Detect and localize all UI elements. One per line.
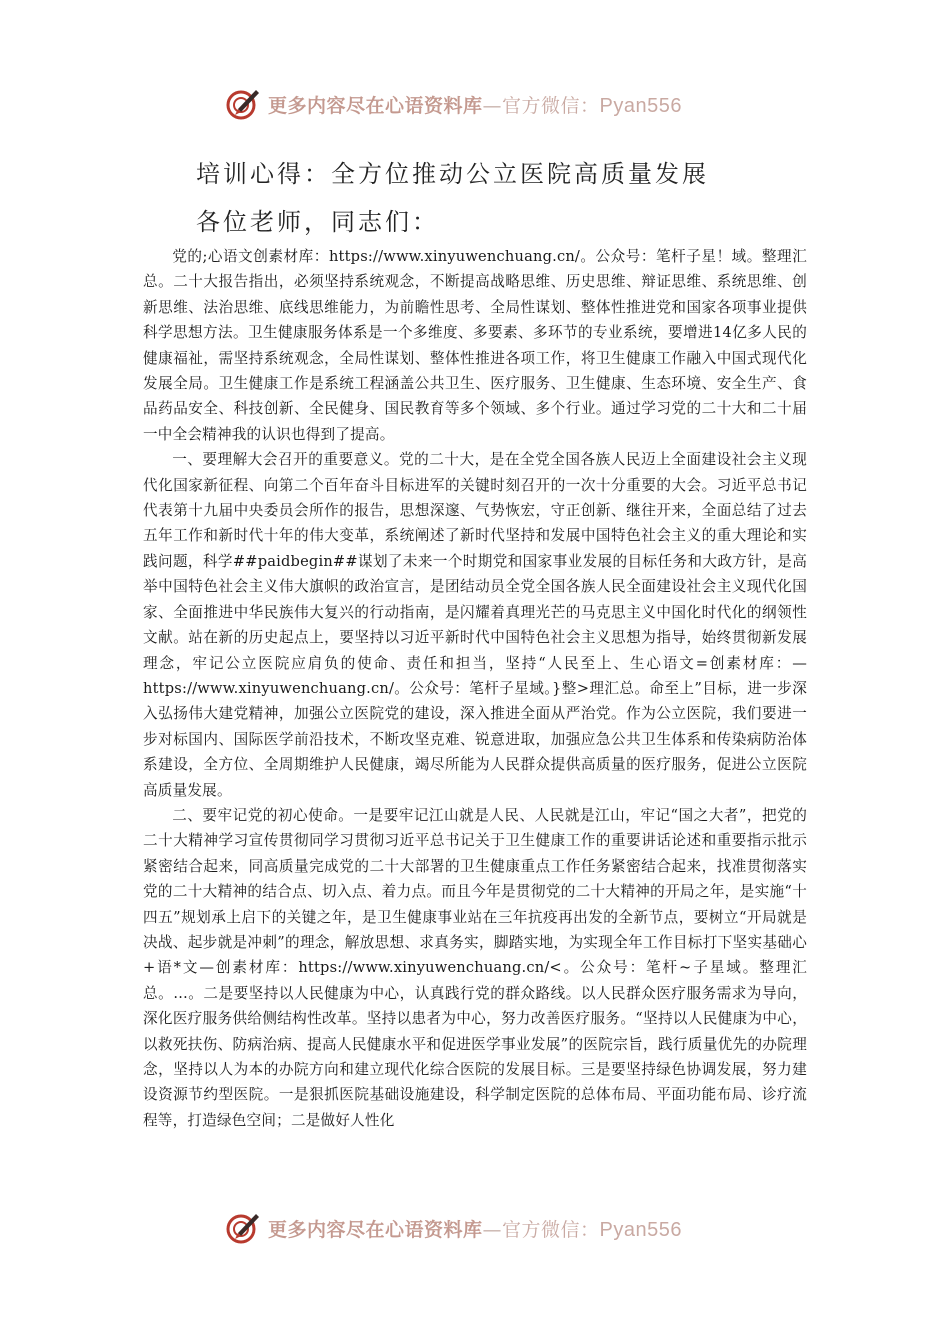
document-body — [143, 244, 807, 1133]
salutation: 各位老师，同志们： — [196, 208, 439, 236]
banner-brand: 更多内容尽在心语资料库 — [268, 1218, 483, 1241]
banner-separator: — — [482, 94, 503, 117]
banner-label: 官方微信： — [502, 94, 600, 117]
brush-pen-logo-icon — [226, 86, 262, 122]
banner-wechat-id: Pyan556 — [599, 94, 682, 117]
paragraph-section-two: 二、要牢记党的初心使命。一是要牢记江山就是人民、人民就是江山，牢记“国之大者”，把党的二十大精神学习宣传贯彻同学习贯彻习近平总书记关于卫生健康工作的重要讲话论述和重要指示批示紧密结合起来，同高质量完成党的二十大部署的卫生健康重点工作任务紧密结合起来，找准贯彻落实党的二十大精神的结合点、切入点、着力点。而且今年是贯彻党的二十大精神的开局之年，是实施“十四五”规划承上启下的关键之年，是卫生健康事业站在三年抗疫再出发的全新节点，要树立“开局就是决战、起步就是冲刺”的理念，解放思想、求真务实，脚踏实地，为实现全年工作目标打下坚实基础心+语*文—创素材库：https://www.xinyuwenchuang.cn/<。公众号：笔杆~子星域。整理汇总。…。二是要坚持以人民健康为中心，认真践行党的群众路线。以人民群众医疗服务需求为导向，深化医疗服务供给侧结构性改革。坚持以患者为中心，努力改善医疗服务。“坚持以人民健康为中心，以救死扶伤、防病治病、提高人民健康水平和促进医学事业发展”的医院宗旨，践行质量优先的办院理念，坚持以人为本的办院方向和建立现代化综合医院的发展目标。三是要坚持绿色协调发展，努力建设资源节约型医院。一是狠抓医院基础设施建设，科学制定医院的总体布局、平面功能布局、诊疗流程等，打造绿色空间；二是做好人性化 — [143, 806, 807, 1129]
banner-brand: 更多内容尽在心语资料库 — [268, 94, 483, 117]
header-watermark — [226, 84, 682, 124]
paragraph-section-one: 一、要理解大会召开的重要意义。党的二十大，是在全党全国各族人民迈上全面建设社会主义现代化国家新征程、向第二个百年奋斗目标进军的关键时刻召开的一次十分重要的大会。习近平总书记代表第十九届中央委员会所作的报告，思想深邃、气势恢宏，守正创新、继往开来，全面总结了过去五年工作和新时代十年的伟大变革，系统阐述了新时代坚持和发展中国特色社会主义的重大理论和实践问题，科学##paidbegin##谋划了未来一个时期党和国家事业发展的目标任务和大政方针，是高举中国特色社会主义伟大旗帜的政治宣言，是团结动员全党全国各族人民全面建设社会主义现代化国家、全面推进中华民族伟大复兴的行动指南，是闪耀着真理光芒的马克思主义中国化时代化的纲领性文献。站在新的历史起点上，要坚持以习近平新时代中国特色社会主义思想为指导，始终贯彻新发展理念，牢记公立医院应肩负的使命、责任和担当，坚持“人民至上、生心语文=创素材库：—https://www.xinyuwenchuang.cn/。公众号：笔杆子星域。}整>理汇总。命至上”目标，进一步深入弘扬伟大建党精神，加强公立医院党的建设，深入推进全面从严治党。作为公立医院，我们要进一步对标国内、国际医学前沿技术，不断攻坚克难、锐意进取，加强应急公共卫生体系和传染病防治体系建设，全方位、全周期维护人民健康，竭尽所能为人民群众提供高质量的医疗服务，促进公立医院高质量发展。 — [143, 451, 807, 799]
footer-watermark — [226, 1208, 682, 1248]
paragraph-intro: 党的;心语文创素材库：https://www.xinyuwenchuang.cn/。公众号：笔杆子星！域。整理汇总。二十大报告指出，必须坚持系统观念，不断提高战略思维、历史思维、辩证思维、系统思维、创新思维、法治思维、底线思维能力，为前瞻性思考、全局性谋划、整体性推进党和国家各项事业提供科学思想方法。卫生健康服务体系是一个多维度、多要素、多环节的专业系统，要增进14亿多人民的健康福祉，需坚持系统观念，全局性谋划、整体性推进各项工作，将卫生健康工作融入中国式现代化发展全局。卫生健康工作是系统工程涵盖公共卫生、医疗服务、卫生健康、生态环境、安全生产、食品药品安全、科技创新、全民健身、国民教育等多个领域、多个行业。通过学习党的二十大和二十届一中全会精神我的认识也得到了提高。 — [143, 248, 807, 443]
brush-pen-logo-icon — [226, 1210, 262, 1246]
banner-separator: — — [482, 1218, 503, 1241]
banner-label: 官方微信： — [502, 1218, 600, 1241]
document-title: 培训心得：全方位推动公立医院高质量发展 — [196, 160, 709, 188]
banner-wechat-id: Pyan556 — [599, 1218, 682, 1241]
